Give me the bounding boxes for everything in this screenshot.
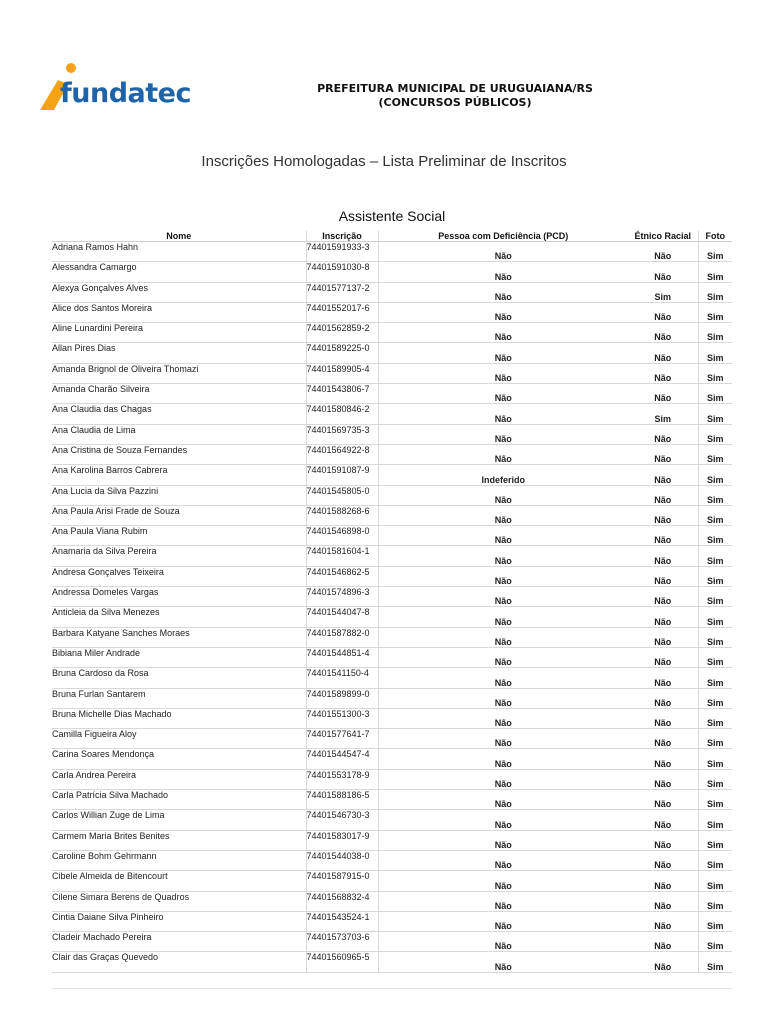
cell-etnico-racial: Não <box>628 262 698 282</box>
cell-pcd: Não <box>378 363 628 383</box>
cell-etnico-racial: Sim <box>628 282 698 302</box>
footer-divider <box>52 988 732 989</box>
cell-etnico-racial: Não <box>628 587 698 607</box>
cell-pcd: Não <box>378 850 628 870</box>
cell-nome: Carla Andrea Pereira <box>52 769 306 789</box>
table-row <box>52 668 732 688</box>
cell-nome: Carla Patrícia Silva Machado <box>52 790 306 810</box>
table-row <box>52 891 732 911</box>
cell-etnico-racial: Não <box>628 891 698 911</box>
cell-inscricao: 74401544047-8 <box>306 607 378 627</box>
cell-nome: Carlos Willian Zuge de Lima <box>52 810 306 830</box>
table-row <box>52 769 732 789</box>
cell-foto: Sim <box>698 465 732 485</box>
cell-foto: Sim <box>698 871 732 891</box>
cell-inscricao: 74401562859-2 <box>306 323 378 343</box>
cell-foto: Sim <box>698 607 732 627</box>
cell-inscricao: 74401564922-8 <box>306 444 378 464</box>
table-row <box>52 952 732 972</box>
table-row <box>52 607 732 627</box>
cell-foto: Sim <box>698 323 732 343</box>
cell-inscricao: 74401544851-4 <box>306 647 378 667</box>
cell-etnico-racial: Não <box>628 769 698 789</box>
cell-nome: Alexya Gonçalves Alves <box>52 282 306 302</box>
cell-foto: Sim <box>698 242 732 262</box>
cell-nome: Anticleia da Silva Menezes <box>52 607 306 627</box>
cell-foto: Sim <box>698 769 732 789</box>
cell-nome: Ana Lucia da Silva Pazzini <box>52 485 306 505</box>
cell-nome: Amanda Brignol de Oliveira Thomazi <box>52 363 306 383</box>
table-row <box>52 404 732 424</box>
cell-inscricao: 74401577137-2 <box>306 282 378 302</box>
cell-pcd: Não <box>378 323 628 343</box>
cell-etnico-racial: Não <box>628 708 698 728</box>
cell-etnico-racial: Sim <box>628 404 698 424</box>
cell-inscricao: 74401587915-0 <box>306 871 378 891</box>
cell-foto: Sim <box>698 363 732 383</box>
column-header-pcd: Pessoa com Deficiência (PCD) <box>378 231 628 242</box>
fundatec-logo <box>38 60 191 120</box>
organization-header <box>230 82 680 110</box>
cell-foto: Sim <box>698 343 732 363</box>
cell-etnico-racial: Não <box>628 911 698 931</box>
cell-pcd: Não <box>378 688 628 708</box>
table-row <box>52 627 732 647</box>
cell-inscricao: 74401553178-9 <box>306 769 378 789</box>
org-name: PREFEITURA MUNICIPAL DE URUGUAIANA/RS <box>317 82 593 95</box>
cell-pcd: Não <box>378 404 628 424</box>
cell-inscricao: 74401589905-4 <box>306 363 378 383</box>
cell-nome: Clair das Graças Quevedo <box>52 952 306 972</box>
cell-etnico-racial: Não <box>628 242 698 262</box>
cell-foto: Sim <box>698 850 732 870</box>
cell-inscricao: 74401591933-3 <box>306 242 378 262</box>
document-title: Inscrições Homologadas – Lista Preliminar de Inscritos <box>201 153 567 170</box>
cell-pcd: Não <box>378 891 628 911</box>
cell-pcd: Não <box>378 485 628 505</box>
table-row <box>52 587 732 607</box>
table-row <box>52 830 732 850</box>
cell-inscricao: 74401588186-5 <box>306 790 378 810</box>
cell-nome: Ana Cristina de Souza Fernandes <box>52 444 306 464</box>
cell-etnico-racial: Não <box>628 384 698 404</box>
cell-inscricao: 74401546862-5 <box>306 566 378 586</box>
cell-etnico-racial: Não <box>628 323 698 343</box>
cell-nome: Ana Karolina Barros Cabrera <box>52 465 306 485</box>
cell-foto: Sim <box>698 932 732 952</box>
cell-etnico-racial: Não <box>628 871 698 891</box>
cell-nome: Cladeir Machado Pereira <box>52 932 306 952</box>
cell-nome: Ana Claudia das Chagas <box>52 404 306 424</box>
cell-pcd: Não <box>378 607 628 627</box>
cell-nome: Cintia Daiane Silva Pinheiro <box>52 911 306 931</box>
cell-pcd: Não <box>378 749 628 769</box>
cell-foto: Sim <box>698 952 732 972</box>
cell-inscricao: 74401541150-4 <box>306 668 378 688</box>
cell-inscricao: 74401560965-5 <box>306 952 378 972</box>
cell-inscricao: 74401546898-0 <box>306 526 378 546</box>
cell-inscricao: 74401544038-0 <box>306 850 378 870</box>
cell-pcd: Não <box>378 262 628 282</box>
column-header-nome: Nome <box>52 231 306 242</box>
table-row <box>52 323 732 343</box>
cell-etnico-racial: Não <box>628 830 698 850</box>
table-row <box>52 526 732 546</box>
cell-nome: Ana Paula Arisi Frade de Souza <box>52 505 306 525</box>
cell-nome: Alice dos Santos Moreira <box>52 302 306 322</box>
cell-pcd: Não <box>378 302 628 322</box>
table-row <box>52 911 732 931</box>
table-header-row <box>52 231 732 242</box>
table-row <box>52 932 732 952</box>
cell-foto: Sim <box>698 891 732 911</box>
table-row <box>52 546 732 566</box>
cell-etnico-racial: Não <box>628 546 698 566</box>
cell-pcd: Não <box>378 343 628 363</box>
cell-nome: Andressa Domeles Vargas <box>52 587 306 607</box>
cell-nome: Bruna Cardoso da Rosa <box>52 668 306 688</box>
cell-etnico-racial: Não <box>628 952 698 972</box>
cell-nome: Barbara Katyane Sanches Moraes <box>52 627 306 647</box>
cell-inscricao: 74401574896-3 <box>306 587 378 607</box>
table-row <box>52 242 732 262</box>
cell-etnico-racial: Não <box>628 810 698 830</box>
cell-inscricao: 74401551300-3 <box>306 708 378 728</box>
cell-etnico-racial: Não <box>628 302 698 322</box>
cell-pcd: Não <box>378 546 628 566</box>
cell-pcd: Não <box>378 952 628 972</box>
cell-etnico-racial: Não <box>628 668 698 688</box>
cell-inscricao: 74401580846-2 <box>306 404 378 424</box>
cell-foto: Sim <box>698 790 732 810</box>
table-row <box>52 282 732 302</box>
cell-foto: Sim <box>698 729 732 749</box>
cell-etnico-racial: Não <box>628 729 698 749</box>
cell-pcd: Não <box>378 911 628 931</box>
cell-pcd: Não <box>378 566 628 586</box>
table-row <box>52 708 732 728</box>
cell-inscricao: 74401587882-0 <box>306 627 378 647</box>
cell-pcd: Não <box>378 708 628 728</box>
cell-inscricao: 74401543806-7 <box>306 384 378 404</box>
cell-inscricao: 74401546730-3 <box>306 810 378 830</box>
cell-foto: Sim <box>698 262 732 282</box>
table-row <box>52 810 732 830</box>
org-subtitle: (CONCURSOS PÚBLICOS) <box>378 96 532 109</box>
cell-foto: Sim <box>698 587 732 607</box>
cell-inscricao: 74401543524-1 <box>306 911 378 931</box>
cell-foto: Sim <box>698 282 732 302</box>
table-row <box>52 262 732 282</box>
cell-foto: Sim <box>698 911 732 931</box>
cell-pcd: Não <box>378 871 628 891</box>
column-header-etnico-racial: Étnico Racial <box>628 231 698 242</box>
cell-foto: Sim <box>698 302 732 322</box>
logo-text: fundatec <box>60 78 191 109</box>
cell-etnico-racial: Não <box>628 526 698 546</box>
cell-foto: Sim <box>698 810 732 830</box>
column-header-inscricao: Inscrição <box>306 231 378 242</box>
cell-inscricao: 74401544547-4 <box>306 749 378 769</box>
cell-etnico-racial: Não <box>628 343 698 363</box>
cell-inscricao: 74401573703-6 <box>306 932 378 952</box>
cell-pcd: Não <box>378 647 628 667</box>
cell-pcd: Não <box>378 729 628 749</box>
cell-pcd: Não <box>378 424 628 444</box>
cell-nome: Cilene Simara Berens de Quadros <box>52 891 306 911</box>
cell-foto: Sim <box>698 404 732 424</box>
table-row <box>52 465 732 485</box>
cell-pcd: Não <box>378 505 628 525</box>
cell-nome: Camilla Figueira Aloy <box>52 729 306 749</box>
cell-inscricao: 74401591030-8 <box>306 262 378 282</box>
cell-foto: Sim <box>698 384 732 404</box>
table-row <box>52 688 732 708</box>
cell-foto: Sim <box>698 444 732 464</box>
cell-pcd: Não <box>378 384 628 404</box>
cell-nome: Bibiana Miler Andrade <box>52 647 306 667</box>
cell-etnico-racial: Não <box>628 688 698 708</box>
cell-pcd: Não <box>378 769 628 789</box>
table-row <box>52 647 732 667</box>
cell-nome: Alessandra Camargo <box>52 262 306 282</box>
cell-etnico-racial: Não <box>628 465 698 485</box>
cell-inscricao: 74401588268-6 <box>306 505 378 525</box>
cell-nome: Bruna Furlan Santarem <box>52 688 306 708</box>
cell-etnico-racial: Não <box>628 850 698 870</box>
cell-nome: Caroline Bohm Gehrmann <box>52 850 306 870</box>
cell-pcd: Não <box>378 627 628 647</box>
cell-pcd: Não <box>378 932 628 952</box>
cell-etnico-racial: Não <box>628 790 698 810</box>
table-row <box>52 363 732 383</box>
cell-inscricao: 74401591087-9 <box>306 465 378 485</box>
cell-nome: Carina Soares Mendonça <box>52 749 306 769</box>
table-row <box>52 444 732 464</box>
cell-etnico-racial: Não <box>628 444 698 464</box>
cell-etnico-racial: Não <box>628 485 698 505</box>
cell-etnico-racial: Não <box>628 749 698 769</box>
cell-etnico-racial: Não <box>628 607 698 627</box>
cell-inscricao: 74401583017-9 <box>306 830 378 850</box>
cell-pcd: Não <box>378 830 628 850</box>
cell-nome: Anamaria da Silva Pereira <box>52 546 306 566</box>
cell-nome: Ana Claudia de Lima <box>52 424 306 444</box>
cell-nome: Ana Paula Viana Rubim <box>52 526 306 546</box>
registrants-table <box>52 231 732 973</box>
cell-etnico-racial: Não <box>628 932 698 952</box>
cell-foto: Sim <box>698 546 732 566</box>
cell-etnico-racial: Não <box>628 627 698 647</box>
cell-inscricao: 74401577641-7 <box>306 729 378 749</box>
cell-foto: Sim <box>698 708 732 728</box>
cell-foto: Sim <box>698 566 732 586</box>
table-row <box>52 505 732 525</box>
cell-pcd: Não <box>378 810 628 830</box>
table-row <box>52 343 732 363</box>
cell-foto: Sim <box>698 668 732 688</box>
table-row <box>52 566 732 586</box>
cell-nome: Adriana Ramos Hahn <box>52 242 306 262</box>
table-row <box>52 790 732 810</box>
cell-foto: Sim <box>698 505 732 525</box>
table-row <box>52 729 732 749</box>
cell-nome: Aline Lunardini Pereira <box>52 323 306 343</box>
table-row <box>52 749 732 769</box>
cell-pcd: Não <box>378 242 628 262</box>
table-row <box>52 485 732 505</box>
cell-foto: Sim <box>698 424 732 444</box>
cell-pcd: Não <box>378 282 628 302</box>
cell-inscricao: 74401589225-0 <box>306 343 378 363</box>
column-header-foto: Foto <box>698 231 732 242</box>
cell-foto: Sim <box>698 647 732 667</box>
cell-nome: Allan Pires Dias <box>52 343 306 363</box>
cell-pcd: Não <box>378 668 628 688</box>
cell-foto: Sim <box>698 526 732 546</box>
cell-pcd: Não <box>378 526 628 546</box>
cell-nome: Bruna Michelle Dias Machado <box>52 708 306 728</box>
cell-foto: Sim <box>698 830 732 850</box>
cell-inscricao: 74401581604-1 <box>306 546 378 566</box>
table-row <box>52 850 732 870</box>
cell-nome: Andresa Gonçalves Teixeira <box>52 566 306 586</box>
cell-foto: Sim <box>698 688 732 708</box>
table-row <box>52 424 732 444</box>
cell-etnico-racial: Não <box>628 505 698 525</box>
cell-inscricao: 74401569735-3 <box>306 424 378 444</box>
table-row <box>52 871 732 891</box>
table-row <box>52 384 732 404</box>
cell-nome: Amanda Charão Silveira <box>52 384 306 404</box>
cell-pcd: Não <box>378 587 628 607</box>
cell-etnico-racial: Não <box>628 363 698 383</box>
cell-etnico-racial: Não <box>628 424 698 444</box>
cell-inscricao: 74401545805-0 <box>306 485 378 505</box>
cell-foto: Sim <box>698 627 732 647</box>
cell-inscricao: 74401589899-0 <box>306 688 378 708</box>
cell-foto: Sim <box>698 749 732 769</box>
cell-inscricao: 74401568832-4 <box>306 891 378 911</box>
cell-pcd: Não <box>378 790 628 810</box>
section-title: Assistente Social <box>338 208 446 224</box>
cell-etnico-racial: Não <box>628 566 698 586</box>
cell-nome: Cibele Almeida de Bitencourt <box>52 871 306 891</box>
cell-inscricao: 74401552017-6 <box>306 302 378 322</box>
cell-pcd: Não <box>378 444 628 464</box>
cell-foto: Sim <box>698 485 732 505</box>
table-row <box>52 302 732 322</box>
cell-pcd: Indeferido <box>378 465 628 485</box>
cell-etnico-racial: Não <box>628 647 698 667</box>
cell-nome: Carmem Maria Brites Benites <box>52 830 306 850</box>
